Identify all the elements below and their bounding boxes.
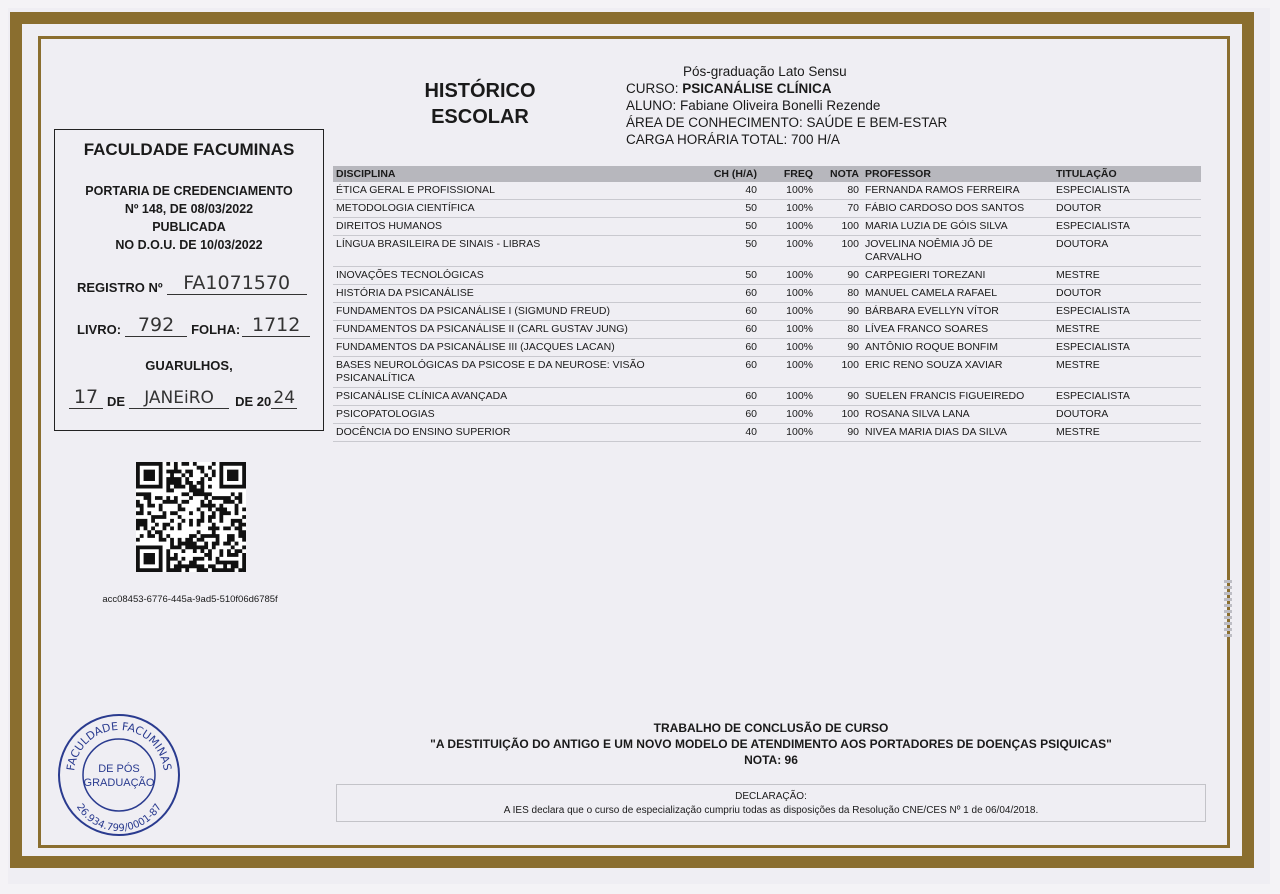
cell-ch: 50 <box>699 218 760 236</box>
cell-professor: FERNANDA RAMOS FERREIRA <box>862 182 1053 200</box>
cell-freq: 100% <box>760 388 816 406</box>
registro-label: REGISTRO Nº <box>77 280 163 295</box>
table-header-row <box>333 166 1201 182</box>
cell-disciplina: INOVAÇÕES TECNOLÓGICAS <box>333 267 699 285</box>
date-de: DE <box>107 394 126 409</box>
cell-professor: CARPEGIERI TOREZANI <box>862 267 1053 285</box>
header-freq: FREQ <box>760 166 816 182</box>
folha-label: FOLHA: <box>191 322 241 337</box>
seal-center-line2: GRADUAÇÃO <box>83 777 155 789</box>
table-row <box>333 321 1201 339</box>
scan-mark <box>1224 580 1232 640</box>
knowledge-area: ÁREA DE CONHECIMENTO: SAÚDE E BEM-ESTAR <box>626 115 948 130</box>
document-title <box>395 78 565 130</box>
seal-top-text: FACULDADE FACUMINAS <box>64 719 174 772</box>
cell-ch: 40 <box>699 182 760 200</box>
cell-nota: 90 <box>816 339 862 357</box>
institution-name: FACULDADE FACUMINAS <box>83 140 295 159</box>
cell-nota: 80 <box>816 321 862 339</box>
cell-freq: 100% <box>760 200 816 218</box>
table-row <box>333 406 1201 424</box>
cell-nota: 100 <box>816 406 862 424</box>
registro-value: FA1071570 <box>167 272 307 295</box>
cell-disciplina: HISTÓRIA DA PSICANÁLISE <box>333 285 699 303</box>
date-year: 24 <box>271 388 297 409</box>
cell-nota: 90 <box>816 303 862 321</box>
course-value: PSICANÁLISE CLÍNICA <box>682 81 832 96</box>
grades-table <box>333 166 1201 442</box>
cell-ch: 60 <box>699 406 760 424</box>
header-nota: NOTA <box>816 166 862 182</box>
table-row <box>333 303 1201 321</box>
cell-professor: SUELEN FRANCIS FIGUEIREDO <box>862 388 1053 406</box>
cell-ch: 50 <box>699 236 760 267</box>
cell-titulacao: ESPECIALISTA <box>1053 388 1201 406</box>
cell-professor: ROSANA SILVA LANA <box>862 406 1053 424</box>
cell-disciplina: PSICANÁLISE CLÍNICA AVANÇADA <box>333 388 699 406</box>
livro-label: LIVRO: <box>77 322 122 337</box>
date-month: JANEiRO <box>129 388 229 409</box>
cell-ch: 60 <box>699 357 760 388</box>
date-line <box>69 386 297 409</box>
institution-seal <box>56 712 182 838</box>
cell-freq: 100% <box>760 357 816 388</box>
cell-freq: 100% <box>760 406 816 424</box>
course-label: CURSO: <box>626 81 679 96</box>
cell-ch: 60 <box>699 321 760 339</box>
cell-nota: 100 <box>816 236 862 267</box>
tcc-grade: NOTA: 96 <box>744 753 798 767</box>
cell-professor: LÍVEA FRANCO SOARES <box>862 321 1053 339</box>
livro-value: 792 <box>125 314 187 337</box>
cell-disciplina: METODOLOGIA CIENTÍFICA <box>333 200 699 218</box>
cell-ch: 50 <box>699 200 760 218</box>
cell-nota: 70 <box>816 200 862 218</box>
qr-hash-code: acc08453-6776-445a-9ad5-510f06d6785f <box>102 594 278 605</box>
portaria-block <box>55 182 323 254</box>
cell-professor: ERIC RENO SOUZA XAVIAR <box>862 357 1053 388</box>
registro-line <box>77 272 307 295</box>
title-line: HISTÓRICO <box>424 80 536 102</box>
cell-freq: 100% <box>760 339 816 357</box>
table-row <box>333 285 1201 303</box>
cell-ch: 60 <box>699 285 760 303</box>
cell-professor: NIVEA MARIA DIAS DA SILVA <box>862 424 1053 442</box>
qr-modules <box>136 462 246 572</box>
cell-freq: 100% <box>760 236 816 267</box>
header-titulacao: TITULAÇÃO <box>1053 166 1201 182</box>
cell-nota: 90 <box>816 388 862 406</box>
date-day: 17 <box>69 386 103 409</box>
table-row <box>333 236 1201 267</box>
cell-professor: ANTÔNIO ROQUE BONFIM <box>862 339 1053 357</box>
cell-titulacao: ESPECIALISTA <box>1053 303 1201 321</box>
cell-titulacao: MESTRE <box>1053 267 1201 285</box>
cell-nota: 80 <box>816 285 862 303</box>
cell-disciplina: DIREITOS HUMANOS <box>333 218 699 236</box>
seal-center-line1: DE PÓS <box>98 763 140 775</box>
cell-ch: 60 <box>699 339 760 357</box>
city: GUARULHOS, <box>145 358 233 373</box>
cell-nota: 90 <box>816 424 862 442</box>
cell-professor: FÁBIO CARDOSO DOS SANTOS <box>862 200 1053 218</box>
portaria-line: Nº 148, DE 08/03/2022 <box>124 202 254 216</box>
header-ch: CH (H/A) <box>699 166 760 182</box>
cell-titulacao: DOUTORA <box>1053 236 1201 267</box>
cell-ch: 60 <box>699 388 760 406</box>
cell-freq: 100% <box>760 424 816 442</box>
cell-freq: 100% <box>760 285 816 303</box>
cell-nota: 90 <box>816 267 862 285</box>
program-type: Pós-graduação Lato Sensu <box>683 64 847 79</box>
cell-disciplina: FUNDAMENTOS DA PSICANÁLISE II (CARL GUSTAV JUNG) <box>333 321 699 339</box>
livro-folha-line <box>77 314 310 337</box>
cell-freq: 100% <box>760 267 816 285</box>
cell-freq: 100% <box>760 218 816 236</box>
cell-professor: MANUEL CAMELA RAFAEL <box>862 285 1053 303</box>
total-workload: CARGA HORÁRIA TOTAL: 700 H/A <box>626 132 840 147</box>
cell-professor: BÁRBARA EVELLYN VÍTOR <box>862 303 1053 321</box>
cell-freq: 100% <box>760 321 816 339</box>
portaria-line: PUBLICADA <box>152 220 226 234</box>
tcc-heading: TRABALHO DE CONCLUSÃO DE CURSO <box>653 721 889 735</box>
course-line <box>626 80 947 97</box>
seal-bottom-text: 26.934.799/0001-87 <box>73 802 165 835</box>
cell-freq: 100% <box>760 303 816 321</box>
cell-nota: 100 <box>816 357 862 388</box>
cell-professor: MARIA LUZIA DE GÓIS SILVA <box>862 218 1053 236</box>
cell-nota: 100 <box>816 218 862 236</box>
course-info <box>626 63 947 148</box>
cell-disciplina: ÉTICA GERAL E PROFISSIONAL <box>333 182 699 200</box>
table-row <box>333 424 1201 442</box>
cell-titulacao: DOUTOR <box>1053 200 1201 218</box>
portaria-line: PORTARIA DE CREDENCIAMENTO <box>85 184 293 198</box>
table-row <box>333 357 1201 388</box>
cell-ch: 50 <box>699 267 760 285</box>
cell-disciplina: DOCÊNCIA DO ENSINO SUPERIOR <box>333 424 699 442</box>
cell-nota: 80 <box>816 182 862 200</box>
folha-value: 1712 <box>242 314 310 337</box>
header-disciplina: DISCIPLINA <box>333 166 699 182</box>
cell-titulacao: DOUTOR <box>1053 285 1201 303</box>
cell-titulacao: MESTRE <box>1053 357 1201 388</box>
student-name: ALUNO: Fabiane Oliveira Bonelli Rezende <box>626 98 881 113</box>
table-row <box>333 388 1201 406</box>
table-row <box>333 339 1201 357</box>
date-de-year: DE 20 <box>235 394 272 409</box>
portaria-line: NO D.O.U. DE 10/03/2022 <box>115 238 263 252</box>
cell-professor: JOVELINA NOÊMIA JÔ DE CARVALHO <box>862 236 1053 267</box>
title-line: ESCOLAR <box>431 106 529 128</box>
cell-disciplina: BASES NEUROLÓGICAS DA PSICOSE E DA NEUROSE: VISÃO PSICANALÍTICA <box>333 357 699 388</box>
declaration-text: A IES declara que o curso de especialização cumpriu todas as disposições da Resolução CNE/CES Nº 1 de 06/04/2018. <box>503 805 1039 816</box>
cell-titulacao: ESPECIALISTA <box>1053 339 1201 357</box>
cell-ch: 40 <box>699 424 760 442</box>
cell-freq: 100% <box>760 182 816 200</box>
declaration-label: DECLARAÇÃO: <box>735 791 807 802</box>
cell-titulacao: MESTRE <box>1053 424 1201 442</box>
declaration-box <box>336 784 1206 822</box>
institution-box <box>54 129 324 431</box>
header-professor: PROFESSOR <box>862 166 1053 182</box>
table-row <box>333 182 1201 200</box>
cell-titulacao: MESTRE <box>1053 321 1201 339</box>
cell-ch: 60 <box>699 303 760 321</box>
cell-titulacao: ESPECIALISTA <box>1053 218 1201 236</box>
cell-disciplina: FUNDAMENTOS DA PSICANÁLISE I (SIGMUND FREUD) <box>333 303 699 321</box>
cell-disciplina: LÍNGUA BRASILEIRA DE SINAIS - LIBRAS <box>333 236 699 267</box>
cell-titulacao: ESPECIALISTA <box>1053 182 1201 200</box>
table-row <box>333 200 1201 218</box>
cell-disciplina: FUNDAMENTOS DA PSICANÁLISE III (JACQUES LACAN) <box>333 339 699 357</box>
table-row <box>333 267 1201 285</box>
cell-disciplina: PSICOPATOLOGIAS <box>333 406 699 424</box>
cell-titulacao: DOUTORA <box>1053 406 1201 424</box>
table-row <box>333 218 1201 236</box>
tcc-block <box>336 720 1206 768</box>
qr-code <box>136 462 246 572</box>
tcc-title: "A DESTITUIÇÃO DO ANTIGO E UM NOVO MODELO DE ATENDIMENTO AOS PORTADORES DE DOENÇAS PSIQUICAS" <box>430 737 1112 751</box>
